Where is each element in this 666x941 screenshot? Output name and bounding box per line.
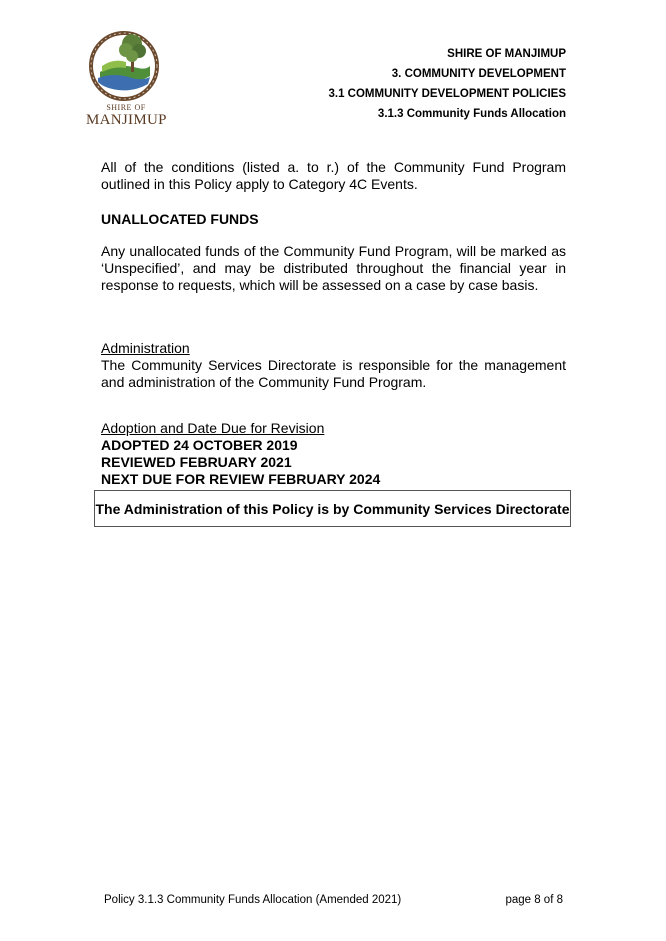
logo-small-text: SHIRE OF [106,103,146,112]
footer-page-number: page 8 of 8 [505,894,563,906]
logo-emblem-icon [86,28,166,104]
footer-policy-title: Policy 3.1.3 Community Funds Allocation (Amended 2021) [104,894,402,906]
document-header [329,44,567,124]
next-review-date: NEXT DUE FOR REVIEW FEBRUARY 2024 [101,471,381,487]
reviewed-date: REVIEWED FEBRUARY 2021 [101,454,292,470]
adoption-heading: Adoption and Date Due for Revision [101,420,325,436]
shire-logo [86,28,166,130]
logo-big-text: MANJIMUP [86,112,167,128]
adopted-date: ADOPTED 24 OCTOBER 2019 [101,437,298,453]
header-organisation: SHIRE OF MANJIMUP [447,48,566,60]
header-subsection: 3.1 COMMUNITY DEVELOPMENT POLICIES [328,88,566,100]
unallocated-funds-heading: UNALLOCATED FUNDS [101,211,259,227]
unallocated-funds-paragraph: Any unallocated funds of the Community Fund Program, will be marked as ‘Unspecified’, and may be distributed throughout the financial year in response to requests, which will be assessed on a case by case basis. [101,243,566,293]
header-policy: 3.1.3 Community Funds Allocation [377,108,566,120]
header-section: 3. COMMUNITY DEVELOPMENT [391,68,566,80]
conditions-paragraph: All of the conditions (listed a. to r.) of the Community Fund Program outlined in this Policy apply to Category 4C Events. [101,159,566,192]
administration-box: The Administration of this Policy is by Community Services Directorate [94,490,571,527]
document-body [101,159,566,488]
administration-paragraph: The Community Services Directorate is responsible for the management and administration of the Community Fund Program. [101,357,566,390]
administration-heading: Administration [101,340,190,356]
